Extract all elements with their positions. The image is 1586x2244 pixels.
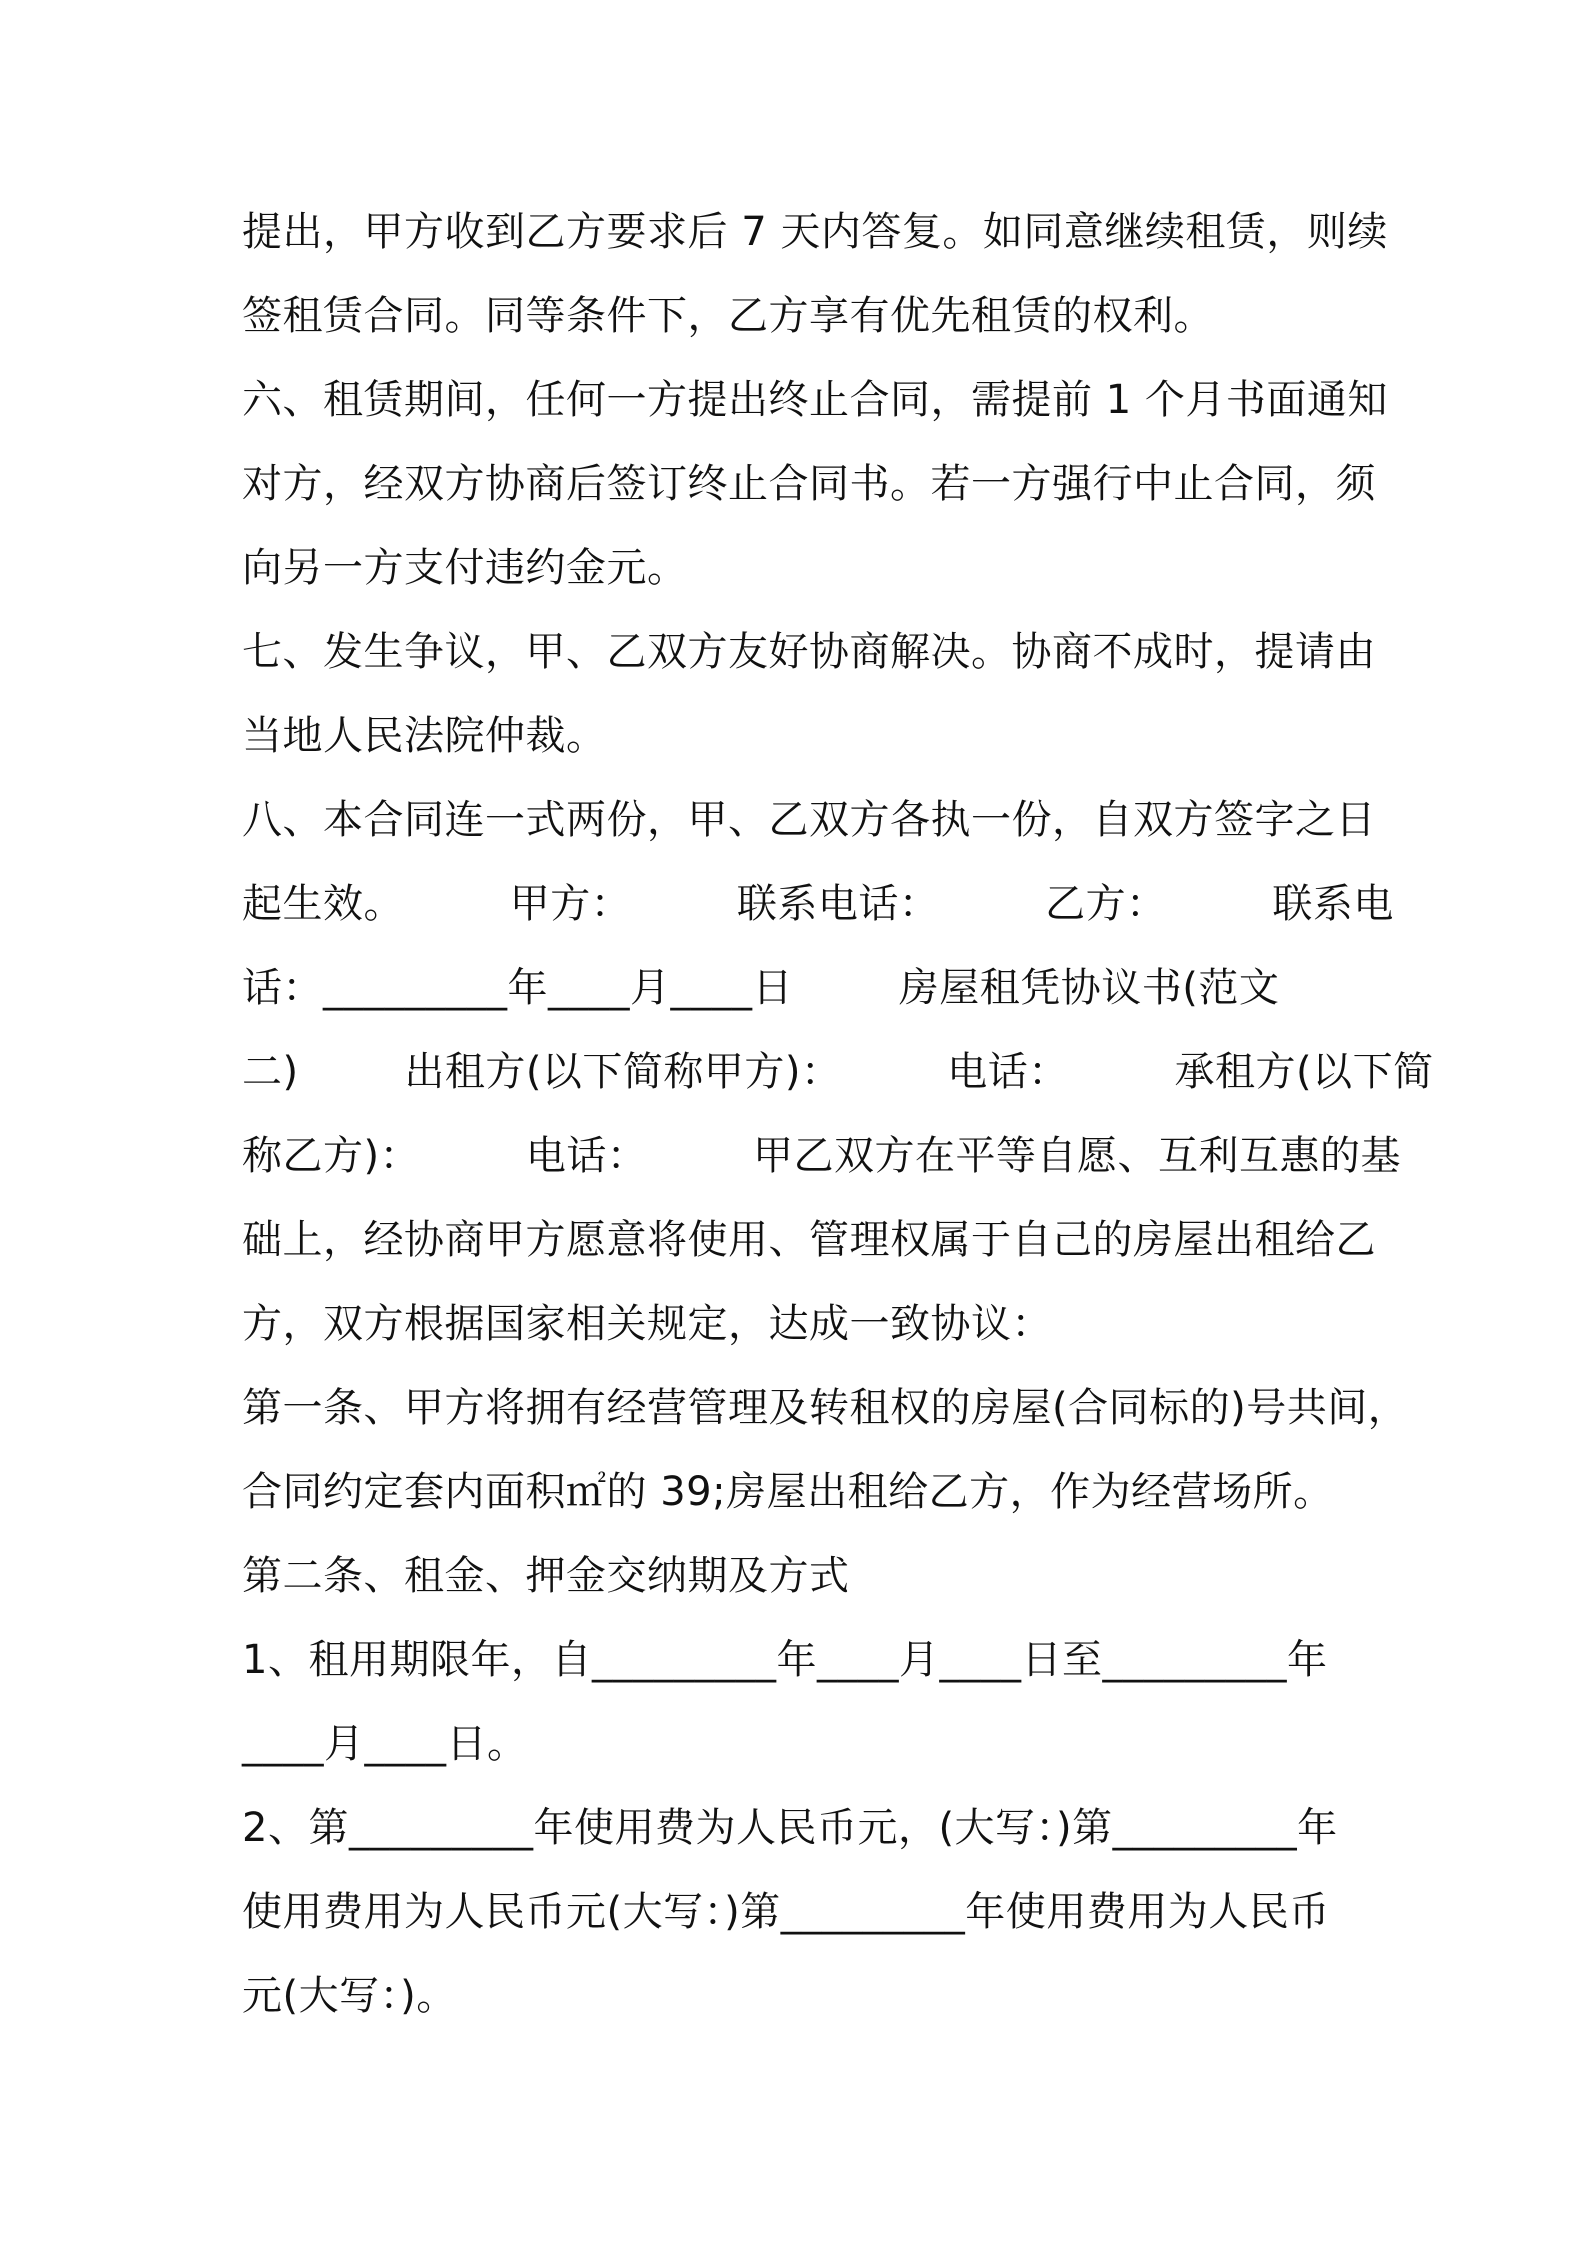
text-line: 二) 出租方(以下简称甲方)： 电话： 承租方(以下简 — [242, 1049, 1434, 1095]
text-line: 2、第_________年使用费为人民币元，(大写：)第_________年 — [242, 1805, 1338, 1851]
text-line: 合同约定套内面积㎡的 39;房屋出租给乙方，作为经营场所。 — [242, 1469, 1334, 1515]
text-line: ____月____日。 — [242, 1721, 528, 1767]
contract-text — [242, 190, 1434, 2038]
text-line: 七、发生争议，甲、乙双方友好协商解决。协商不成时，提请由 — [242, 629, 1376, 675]
text-line: 对方，经双方协商后签订终止合同书。若一方强行中止合同，须 — [242, 461, 1376, 507]
text-line: 第二条、租金、押金交纳期及方式 — [242, 1553, 850, 1599]
text-line: 1、租用期限年，自_________年____月____日至_________年 — [242, 1637, 1328, 1683]
text-line: 使用费用为人民币元(大写：)第_________年使用费用为人民币 — [242, 1889, 1330, 1935]
text-line: 当地人民法院仲裁。 — [242, 713, 607, 759]
text-line: 第一条、甲方将拥有经营管理及转租权的房屋(合同标的)号共间， — [242, 1385, 1409, 1431]
text-line: 提出，甲方收到乙方要求后 7 天内答复。如同意继续租赁，则续 — [242, 209, 1388, 255]
text-line: 础上，经协商甲方愿意将使用、管理权属于自己的房屋出租给乙 — [242, 1217, 1376, 1263]
text-line: 称乙方)： 电话： 甲乙双方在平等自愿、互利互惠的基 — [242, 1133, 1402, 1179]
text-line: 六、租赁期间，任何一方提出终止合同，需提前 1 个月书面通知 — [242, 377, 1388, 423]
text-line: 元(大写：)。 — [242, 1973, 457, 2019]
text-line: 话：_________年____月____日 房屋租凭协议书(范文 — [242, 965, 1280, 1011]
text-line: 八、本合同连一式两份，甲、乙双方各执一份，自双方签字之日 — [242, 797, 1376, 843]
text-line: 方，双方根据国家相关规定，达成一致协议： — [242, 1301, 1052, 1347]
text-line: 起生效。 甲方： 联系电话： 乙方： 联系电 — [242, 881, 1394, 927]
text-line: 签租赁合同。同等条件下，乙方享有优先租赁的权利。 — [242, 293, 1214, 339]
text-line: 向另一方支付违约金元。 — [242, 545, 688, 591]
